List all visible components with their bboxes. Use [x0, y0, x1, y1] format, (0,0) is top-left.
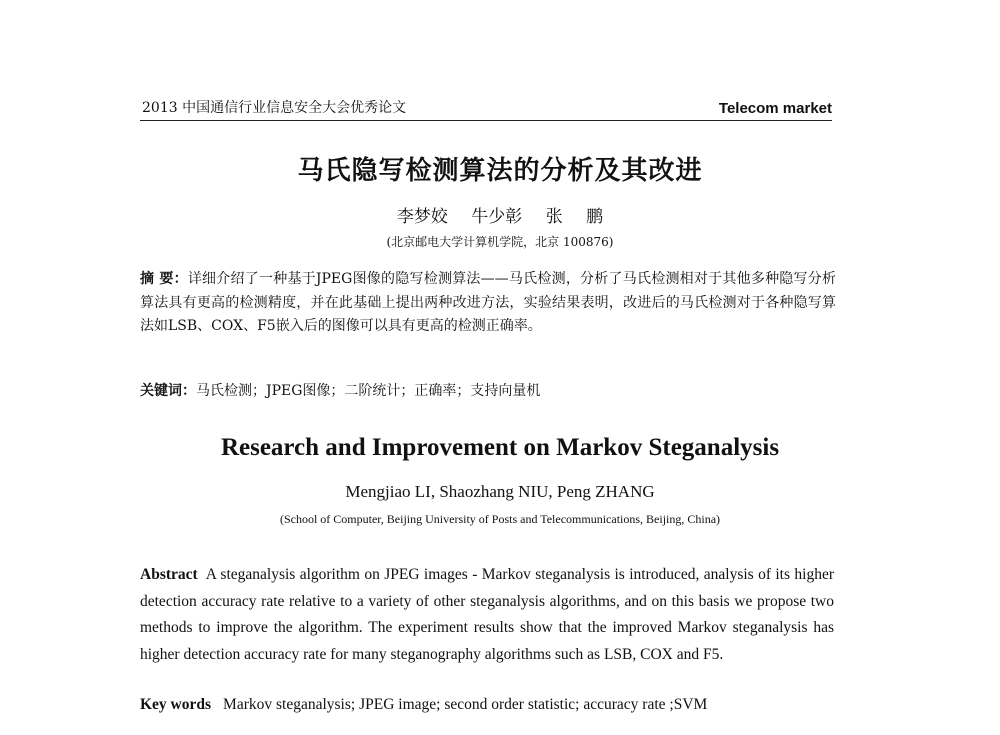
english-abstract-label: Abstract — [140, 566, 198, 583]
english-abstract — [140, 562, 834, 668]
running-header — [140, 96, 832, 121]
english-affiliation: (School of Computer, Beijing University of Posts and Telecommunications, Beijing, China) — [279, 512, 721, 526]
english-keywords-text: Markov steganalysis; JPEG image; second order statistic; accuracy rate ;SVM — [223, 696, 708, 713]
header-journal: Telecom market — [718, 100, 832, 117]
chinese-keywords — [140, 380, 836, 400]
chinese-abstract-text: 详细介绍了一种基于JPEG图像的隐写检测算法——马氏检测，分析了马氏检测相对于其他多种隐写分析算法具有更高的检测精度，并在此基础上提出两种改进方法，实验结果表明，改进后的马氏检测对于各种隐写算法如LSB、COX、F5嵌入后的图像可以具有更高的检测正确率。 — [140, 271, 837, 334]
chinese-abstract-label: 摘 要： — [140, 271, 188, 287]
chinese-title: 马氏隐写检测算法的分析及其改进 — [297, 156, 703, 186]
header-conference: 2013 中国通信行业信息安全大会优秀论文 — [142, 100, 407, 116]
english-abstract-text: A steganalysis algorithm on JPEG images - Markov steganalysis is introduced, analysis of its higher detection accuracy rate relative to a variety of other steganalysis algorithms, and on this basis we propose two methods to improve the algorithm. The experiment results show that the improved Markov steganalysis has higher detection accuracy rate for many steganography algorithms such as LSB, COX and F5. — [140, 566, 834, 663]
english-keywords-label: Key words — [140, 696, 212, 713]
english-keywords — [140, 696, 834, 714]
chinese-affiliation: (北京邮电大学计算机学院，北京 100876) — [386, 235, 614, 249]
chinese-keywords-label: 关键词： — [140, 383, 196, 399]
english-authors: Mengjiao LI, Shaozhang NIU, Peng ZHANG — [345, 482, 655, 501]
chinese-abstract — [140, 268, 836, 339]
english-title: Research and Improvement on Markov Steganalysis — [220, 434, 780, 461]
chinese-keywords-text: 马氏检测；JPEG图像；二阶统计；正确率；支持向量机 — [196, 383, 541, 399]
chinese-authors: 李梦姣 牛少彰 张 鹏 — [396, 207, 604, 227]
